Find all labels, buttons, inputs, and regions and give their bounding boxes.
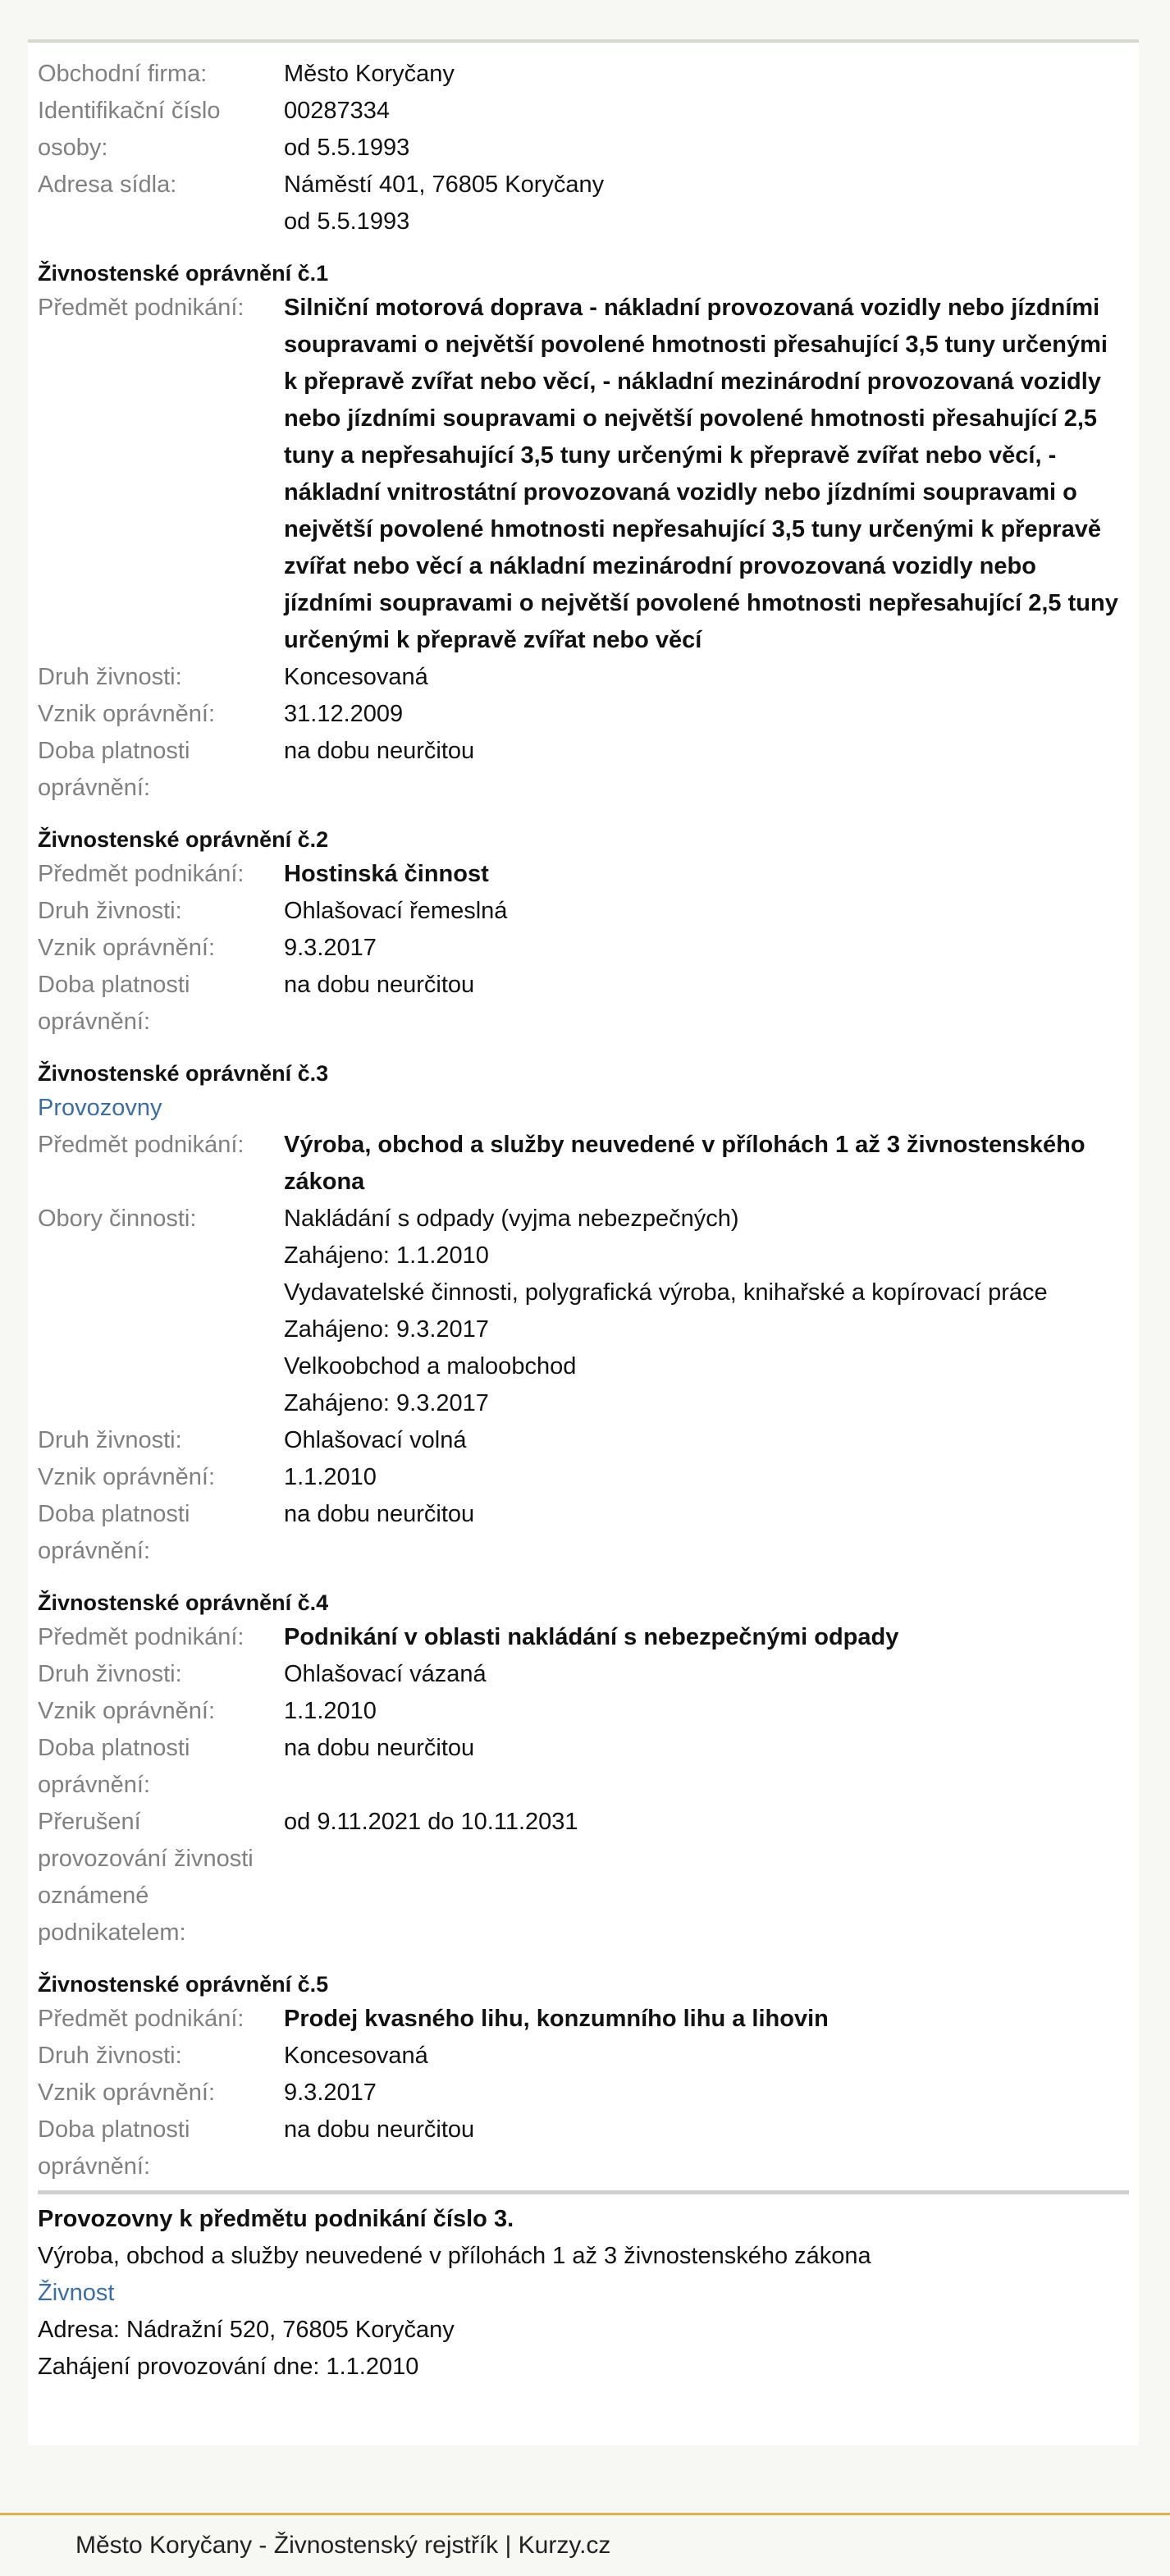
footer-links [75, 2532, 610, 2560]
footer-link-town[interactable]: Město Koryčany [75, 2532, 253, 2559]
validity-label-line1: Doba platnosti [38, 2116, 190, 2143]
license-2-origin-row [38, 930, 1129, 967]
company-address-label: Adresa sídla: [38, 172, 177, 198]
establishments-link[interactable]: Provozovny [38, 1095, 162, 1121]
license-3-origin: 1.1.2010 [284, 1464, 377, 1490]
establishment-start: Zahájení provozování dne: 1.1.2010 [38, 2354, 419, 2380]
type-label: Druh živnosti: [38, 898, 182, 924]
field-item: Velkoobchod a maloobchod [284, 1353, 577, 1380]
footer-separator: - [252, 2532, 274, 2559]
interrupt-label-line3: oznámené [38, 1883, 149, 1909]
validity-label-line1: Doba platnosti [38, 738, 190, 764]
validity-label [38, 967, 284, 1041]
company-id-value: 00287334 [284, 98, 391, 124]
license-1-title: Živnostenské oprávnění č.1 [38, 261, 329, 286]
company-address-value [284, 167, 1129, 240]
license-3-title: Živnostenské oprávnění č.3 [38, 1061, 329, 1086]
origin-label: Vznik oprávnění: [38, 2080, 216, 2106]
license-3-type-row [38, 1422, 1129, 1459]
section-divider [38, 2190, 1129, 2194]
license-2-origin: 9.3.2017 [284, 935, 377, 961]
footer [0, 2513, 1170, 2576]
validity-label-line1: Doba platnosti [38, 1501, 190, 1527]
license-4-validity: na dobu neurčitou [284, 1735, 475, 1761]
license-4-subject: Podnikání v oblasti nakládání s nebezpečnými odpady [284, 1624, 899, 1650]
license-3-validity-row [38, 1496, 1129, 1570]
license-3-validity: na dobu neurčitou [284, 1501, 475, 1527]
license-4-type: Ohlašovací vázaná [284, 1661, 487, 1687]
type-label: Druh živnosti: [38, 1661, 182, 1687]
origin-label: Vznik oprávnění: [38, 701, 216, 727]
footer-separator: | [498, 2532, 519, 2559]
license-5-type: Koncesovaná [284, 2043, 428, 2069]
validity-label-line1: Doba platnosti [38, 972, 190, 998]
origin-label: Vznik oprávnění: [38, 935, 216, 961]
company-address-text: Náměstí 401, 76805 Koryčany [284, 172, 605, 198]
company-name-row [38, 56, 1129, 93]
license-1-validity: na dobu neurčitou [284, 738, 475, 764]
license-3-subject-row [38, 1127, 1129, 1201]
company-id-label: Identifikační číslo [38, 98, 221, 124]
license-1-type: Koncesovaná [284, 664, 428, 690]
establishments-subject: Výroba, obchod a služby neuvedené v přílohách 1 až 3 živnostenského zákona [38, 2243, 871, 2269]
validity-label [38, 1730, 284, 1804]
type-label: Druh živnosti: [38, 2043, 182, 2069]
license-1-validity-row [38, 733, 1129, 807]
establishments-title: Provozovny k předmětu podnikání číslo 3. [38, 2206, 514, 2232]
license-1-origin-row [38, 696, 1129, 733]
subject-label: Předmět podnikání: [38, 1132, 245, 1158]
license-4-origin-row [38, 1693, 1129, 1730]
license-3-type: Ohlašovací volná [284, 1427, 467, 1453]
footer-link-register[interactable]: Živnostenský rejstřík [273, 2532, 499, 2559]
license-4-validity-row [38, 1730, 1129, 1804]
license-4-interrupt: od 9.11.2021 do 10.11.2031 [284, 1809, 578, 1835]
license-4-interrupt-row [38, 1804, 1129, 1951]
license-link[interactable]: Živnost [38, 2280, 115, 2306]
validity-label-line2: oprávnění: [38, 1538, 151, 1564]
license-5-validity-row [38, 2112, 1129, 2185]
type-label: Druh živnosti: [38, 664, 182, 690]
license-5-type-row [38, 2038, 1129, 2075]
company-name-value: Město Koryčany [284, 61, 455, 87]
license-2-validity-row [38, 967, 1129, 1041]
license-5-origin-row [38, 2075, 1129, 2112]
license-3-origin-row [38, 1459, 1129, 1496]
validity-label [38, 2112, 284, 2185]
license-3-subject: Výroba, obchod a služby neuvedené v přílohách 1 až 3 živnostenského zákona [284, 1132, 1085, 1195]
license-1-origin: 31.12.2009 [284, 701, 404, 727]
validity-label-line2: oprávnění: [38, 1009, 151, 1035]
license-5-subject-row [38, 2001, 1129, 2038]
license-3-fields [284, 1201, 1129, 1422]
field-started: Zahájeno: 1.1.2010 [284, 1242, 489, 1269]
fields-label: Obory činnosti: [38, 1206, 197, 1232]
interrupt-label-line2: provozování živnosti [38, 1846, 254, 1872]
license-4-subject-row [38, 1619, 1129, 1656]
license-2-type-row [38, 893, 1129, 930]
footer-link-kurzy[interactable]: Kurzy.cz [518, 2532, 611, 2559]
license-4-title: Živnostenské oprávnění č.4 [38, 1590, 329, 1615]
license-2-title: Živnostenské oprávnění č.2 [38, 827, 329, 852]
field-item: Vydavatelské činnosti, polygrafická výroba, knihařské a kopírovací práce [284, 1279, 1048, 1306]
company-address-row [38, 167, 1129, 240]
origin-label: Vznik oprávnění: [38, 1698, 216, 1724]
type-label: Druh živnosti: [38, 1427, 182, 1453]
establishment-address: Adresa: Nádražní 520, 76805 Koryčany [38, 2317, 455, 2343]
validity-label-line1: Doba platnosti [38, 1735, 190, 1761]
interrupt-label-line4: podnikatelem: [38, 1919, 186, 1946]
company-address-since: od 5.5.1993 [284, 208, 410, 235]
license-5-origin: 9.3.2017 [284, 2080, 377, 2106]
company-name-label: Obchodní firma: [38, 61, 208, 87]
license-2-subject-row [38, 856, 1129, 893]
origin-label: Vznik oprávnění: [38, 1464, 216, 1490]
validity-label [38, 1496, 284, 1570]
validity-label-line2: oprávnění: [38, 2153, 151, 2180]
license-5-subject: Prodej kvasného lihu, konzumního lihu a lihovin [284, 2006, 829, 2032]
company-person-row [38, 130, 1129, 167]
license-5-title: Živnostenské oprávnění č.5 [38, 1972, 329, 1997]
subject-label: Předmět podnikání: [38, 295, 245, 321]
company-person-label: osoby: [38, 135, 108, 161]
field-started: Zahájeno: 9.3.2017 [284, 1316, 489, 1343]
license-1-subject-row [38, 290, 1129, 659]
field-item: Nakládání s odpady (vyjma nebezpečných) [284, 1206, 739, 1232]
license-2-subject: Hostinská činnost [284, 861, 489, 887]
validity-label-line2: oprávnění: [38, 1772, 151, 1798]
license-4-origin: 1.1.2010 [284, 1698, 377, 1724]
interrupt-label [38, 1804, 284, 1951]
company-person-value: od 5.5.1993 [284, 135, 410, 161]
subject-label: Předmět podnikání: [38, 2006, 245, 2032]
license-4-type-row [38, 1656, 1129, 1693]
license-2-validity: na dobu neurčitou [284, 972, 475, 998]
field-started: Zahájeno: 9.3.2017 [284, 1390, 489, 1416]
license-3-fields-row [38, 1201, 1129, 1422]
subject-label: Předmět podnikání: [38, 1624, 245, 1650]
validity-label [38, 733, 284, 807]
company-id-row [38, 93, 1129, 130]
license-2-type: Ohlašovací řemeslná [284, 898, 508, 924]
validity-label-line2: oprávnění: [38, 775, 151, 801]
license-1-type-row [38, 659, 1129, 696]
register-card [28, 39, 1139, 2446]
license-5-validity: na dobu neurčitou [284, 2116, 475, 2143]
license-1-subject: Silniční motorová doprava - nákladní provozovaná vozidly nebo jízdními soupravami o největší povolené hmotnosti přesahující 3,5 tuny určenými k přepravě zvířat nebo věcí, - nákladní mezinárodní provozovaná vozidly nebo jízdními soupravami o největší povolené hmotnosti přesahující 2,5 tuny a nepřesahující 3,5 tuny určenými k přepravě zvířat nebo věcí, - nákladní vnitrostátní provozovaná vozidly nebo jízdními soupravami o největší povolené hmotnosti nepřesahující 3,5 tuny určenými k přepravě zvířat nebo věcí a nákladní mezinárodní provozovaná vozidly nebo jízdními soupravami o největší povolené hmotnosti nepřesahující 2,5 tuny určenými k přepravě zvířat nebo věcí [284, 295, 1118, 653]
subject-label: Předmět podnikání: [38, 861, 245, 887]
interrupt-label-line1: Přerušení [38, 1809, 141, 1835]
